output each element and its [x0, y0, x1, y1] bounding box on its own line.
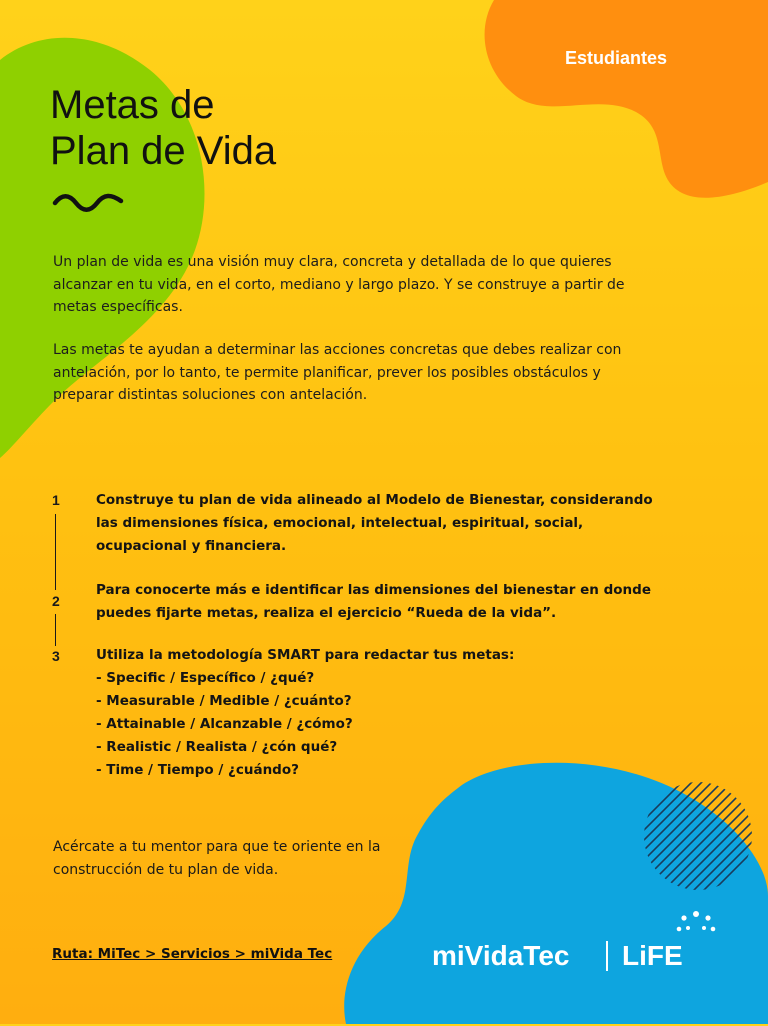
step-text-1: Construye tu plan de vida alineado al Modelo de Bienestar, considerando las dimensiones física, emocional, intelectual, espiritual, social, ocupacional y financiera.: [96, 492, 653, 554]
smart-list: [96, 667, 656, 782]
life-spark-icon: [672, 908, 720, 948]
hatched-circle-shape: [638, 776, 758, 896]
life-logo: LiFE: [622, 940, 683, 971]
mividatec-logo: miVidaTec: [432, 940, 570, 971]
route-link[interactable]: Ruta: MiTec > Servicios > miVida Tec: [52, 946, 333, 962]
step-3-block: [96, 644, 656, 782]
step-connector-line: [55, 614, 56, 646]
smart-item-specific: - Specific / Específico / ¿qué?: [96, 670, 315, 686]
mentor-note: Acércate a tu mentor para que te oriente en la construcción de tu plan de vida.: [53, 839, 381, 878]
page-title: [50, 82, 276, 174]
orange-blob-shape: [468, 0, 768, 210]
step-number-3: 3: [52, 648, 60, 664]
smart-item-time: - Time / Tiempo / ¿cuándo?: [96, 762, 299, 778]
wave-divider-icon: [52, 193, 124, 215]
step-text-2: Para conocerte más e identificar las dimensiones del bienestar en donde puedes fijarte metas, realiza el ejercicio “Rueda de la vida”.: [96, 582, 651, 621]
step-number-1: 1: [52, 492, 60, 508]
step-text-3: Utiliza la metodología SMART para redactar tus metas:: [96, 647, 515, 663]
title-line-1: Metas de: [50, 83, 215, 127]
title-line-2: Plan de Vida: [50, 129, 277, 173]
intro-paragraph-2: Las metas te ayudan a determinar las acciones concretas que debes realizar con antelación, por lo tanto, te permite planificar, prever los posibles obstáculos y preparar distintas soluciones con antelación.: [53, 342, 622, 403]
smart-item-realistic: - Realistic / Realista / ¿cón qué?: [96, 739, 338, 755]
smart-item-attainable: - Attainable / Alcanzable / ¿cómo?: [96, 716, 353, 732]
smart-item-measurable: - Measurable / Medible / ¿cuánto?: [96, 693, 352, 709]
intro-paragraph-1: Un plan de vida es una visión muy clara, concreta y detallada de lo que quieres alcanzar en tu vida, en el corto, mediano y largo plazo. Y se construye a partir de metas específicas.: [53, 254, 625, 315]
step-number-2: 2: [52, 593, 60, 609]
audience-label: Estudiantes: [565, 48, 668, 68]
logo-divider: [606, 941, 608, 971]
step-connector-line: [55, 514, 56, 590]
